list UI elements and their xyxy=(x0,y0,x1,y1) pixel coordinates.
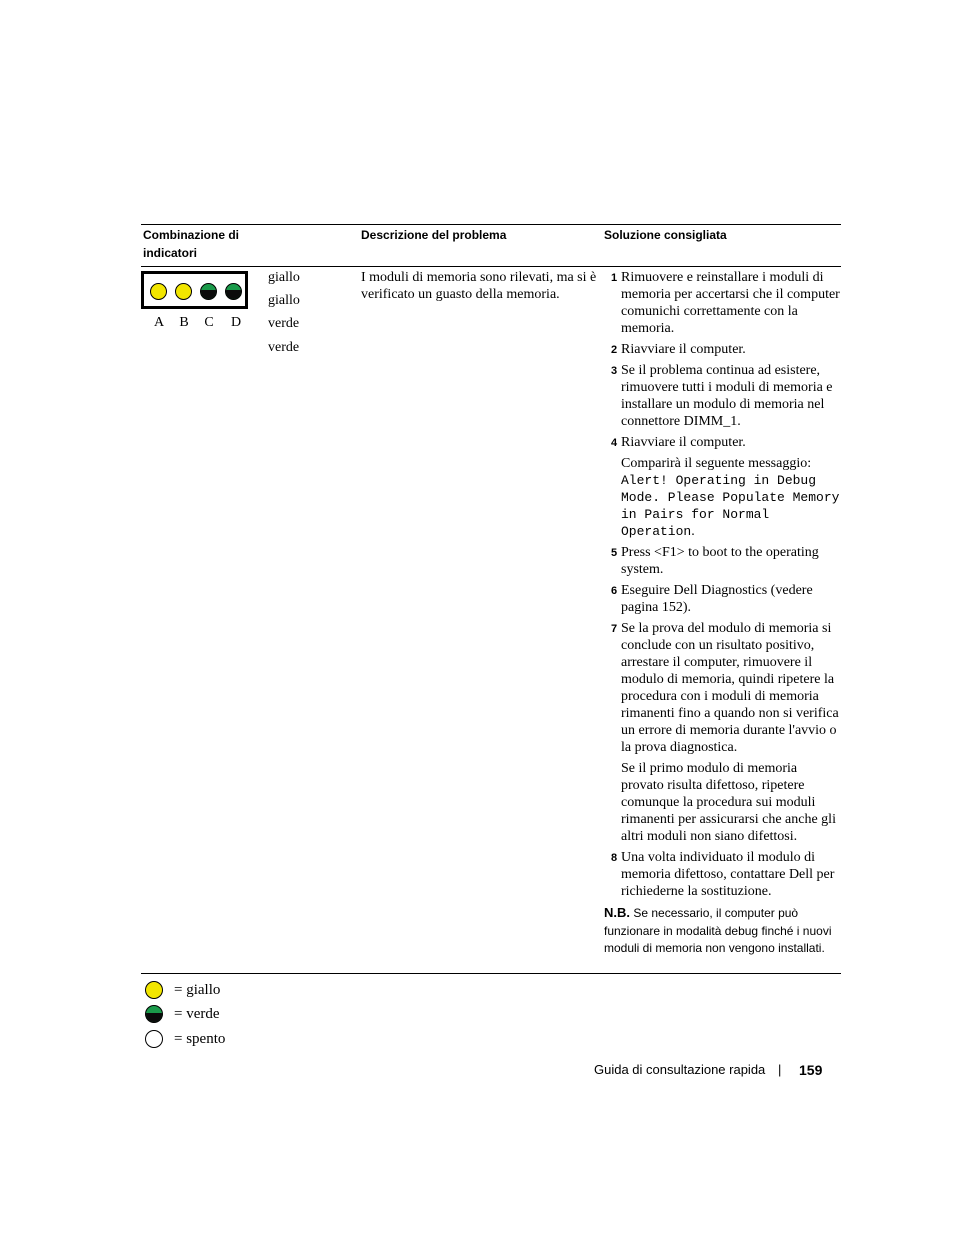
step-number: 3 xyxy=(611,365,618,377)
step-item xyxy=(604,269,840,337)
step-item xyxy=(604,849,840,900)
table-top-rule xyxy=(141,224,841,225)
debug-message-intro: Comparirà il seguente messaggio: xyxy=(621,456,812,471)
step-text: Eseguire Dell Diagnostics (vedere pagina 152). xyxy=(621,583,813,615)
step-item xyxy=(604,544,840,578)
debug-message-block xyxy=(604,455,840,540)
led-letter-b: B xyxy=(179,315,189,330)
indicator-color-d: verde xyxy=(268,340,300,355)
led-d-green-icon xyxy=(225,283,242,300)
legend-label: = giallo xyxy=(174,982,221,998)
solution-steps xyxy=(604,269,840,958)
indicator-color-b: giallo xyxy=(268,293,300,308)
page-number: 159 xyxy=(799,1062,823,1078)
led-letter-a: A xyxy=(153,315,165,330)
step-text: Riavviare il computer. xyxy=(621,435,746,450)
step-number: 8 xyxy=(611,852,618,864)
table-bottom-rule xyxy=(141,973,841,974)
legend-off-led-icon xyxy=(145,1030,163,1048)
step-number: 7 xyxy=(611,623,618,635)
step-number: 4 xyxy=(611,437,618,449)
step-text: Riavviare il computer. xyxy=(621,342,746,357)
led-letter-c: C xyxy=(204,315,214,330)
column-header-solution: Soluzione consigliata xyxy=(604,228,727,242)
step-text: Rimuovere e reinstallare i moduli di memoria per accertarsi che il computer comunichi correttamente con la memoria. xyxy=(621,270,840,336)
step-number: 2 xyxy=(611,344,618,356)
step-number: 6 xyxy=(611,585,618,597)
led-b-yellow-icon xyxy=(175,283,192,300)
step-number: 1 xyxy=(611,272,618,284)
indicator-color-a: giallo xyxy=(268,270,300,285)
step-item xyxy=(604,341,840,358)
column-header-problem: Descrizione del problema xyxy=(361,228,507,242)
note-block xyxy=(604,904,840,958)
header-bottom-rule xyxy=(141,266,841,267)
step-text: Una volta individuato il modulo di memoria difettoso, contattare Dell per richiederne la sostituzione. xyxy=(621,850,835,899)
footer-title: Guida di consultazione rapida xyxy=(594,1062,766,1077)
legend-label: = verde xyxy=(174,1006,220,1022)
column-header-indicators: Combinazione di indicatori xyxy=(143,228,239,260)
step-item xyxy=(604,362,840,430)
debug-message-end: . xyxy=(691,524,695,539)
led-letter-d: D xyxy=(230,315,242,330)
step-number: 5 xyxy=(611,547,618,559)
note-label: N.B. xyxy=(604,905,630,920)
legend-green-led-icon xyxy=(145,1005,163,1023)
step7-followup: Se il primo modulo di memoria provato risulta difettoso, ripetere comunque la procedura sui moduli rimanenti per assicurarsi che anche gli altri moduli non siano difettosi. xyxy=(621,761,836,844)
step-text: Se il problema continua ad esistere, rimuovere tutti i moduli di memoria e installare un modulo di memoria nel connettore DIMM_1. xyxy=(621,363,833,429)
legend-label: = spento xyxy=(174,1031,226,1047)
indicator-color-c: verde xyxy=(268,316,300,331)
legend-yellow-led-icon xyxy=(145,981,163,999)
led-a-yellow-icon xyxy=(150,283,167,300)
step-item xyxy=(604,434,840,451)
note-text: Se necessario, il computer può funzionare in modalità debug finché i nuovi moduli di memoria non vengono installati. xyxy=(604,906,832,955)
step-text: Press <F1> to boot to the operating system. xyxy=(621,545,819,577)
step-text: Se la prova del modulo di memoria si conclude con un risultato positivo, arrestare il computer, rimuovere il modulo di memoria, quindi ripetere la procedura con i moduli di memoria rimanenti fino a quando non si verifica un errore di memoria durante l'avvio o la prova diagnostica. xyxy=(621,621,839,755)
footer-separator: | xyxy=(778,1062,782,1077)
step-item xyxy=(604,582,840,616)
indicator-light-panel xyxy=(141,271,248,309)
debug-message-code: Alert! Operating in Debug Mode. Please Populate Memory in Pairs for Normal Operation xyxy=(621,473,840,539)
problem-description: I moduli di memoria sono rilevati, ma si è verificato un guasto della memoria. xyxy=(361,270,597,302)
led-c-green-icon xyxy=(200,283,217,300)
step-item xyxy=(604,620,840,756)
